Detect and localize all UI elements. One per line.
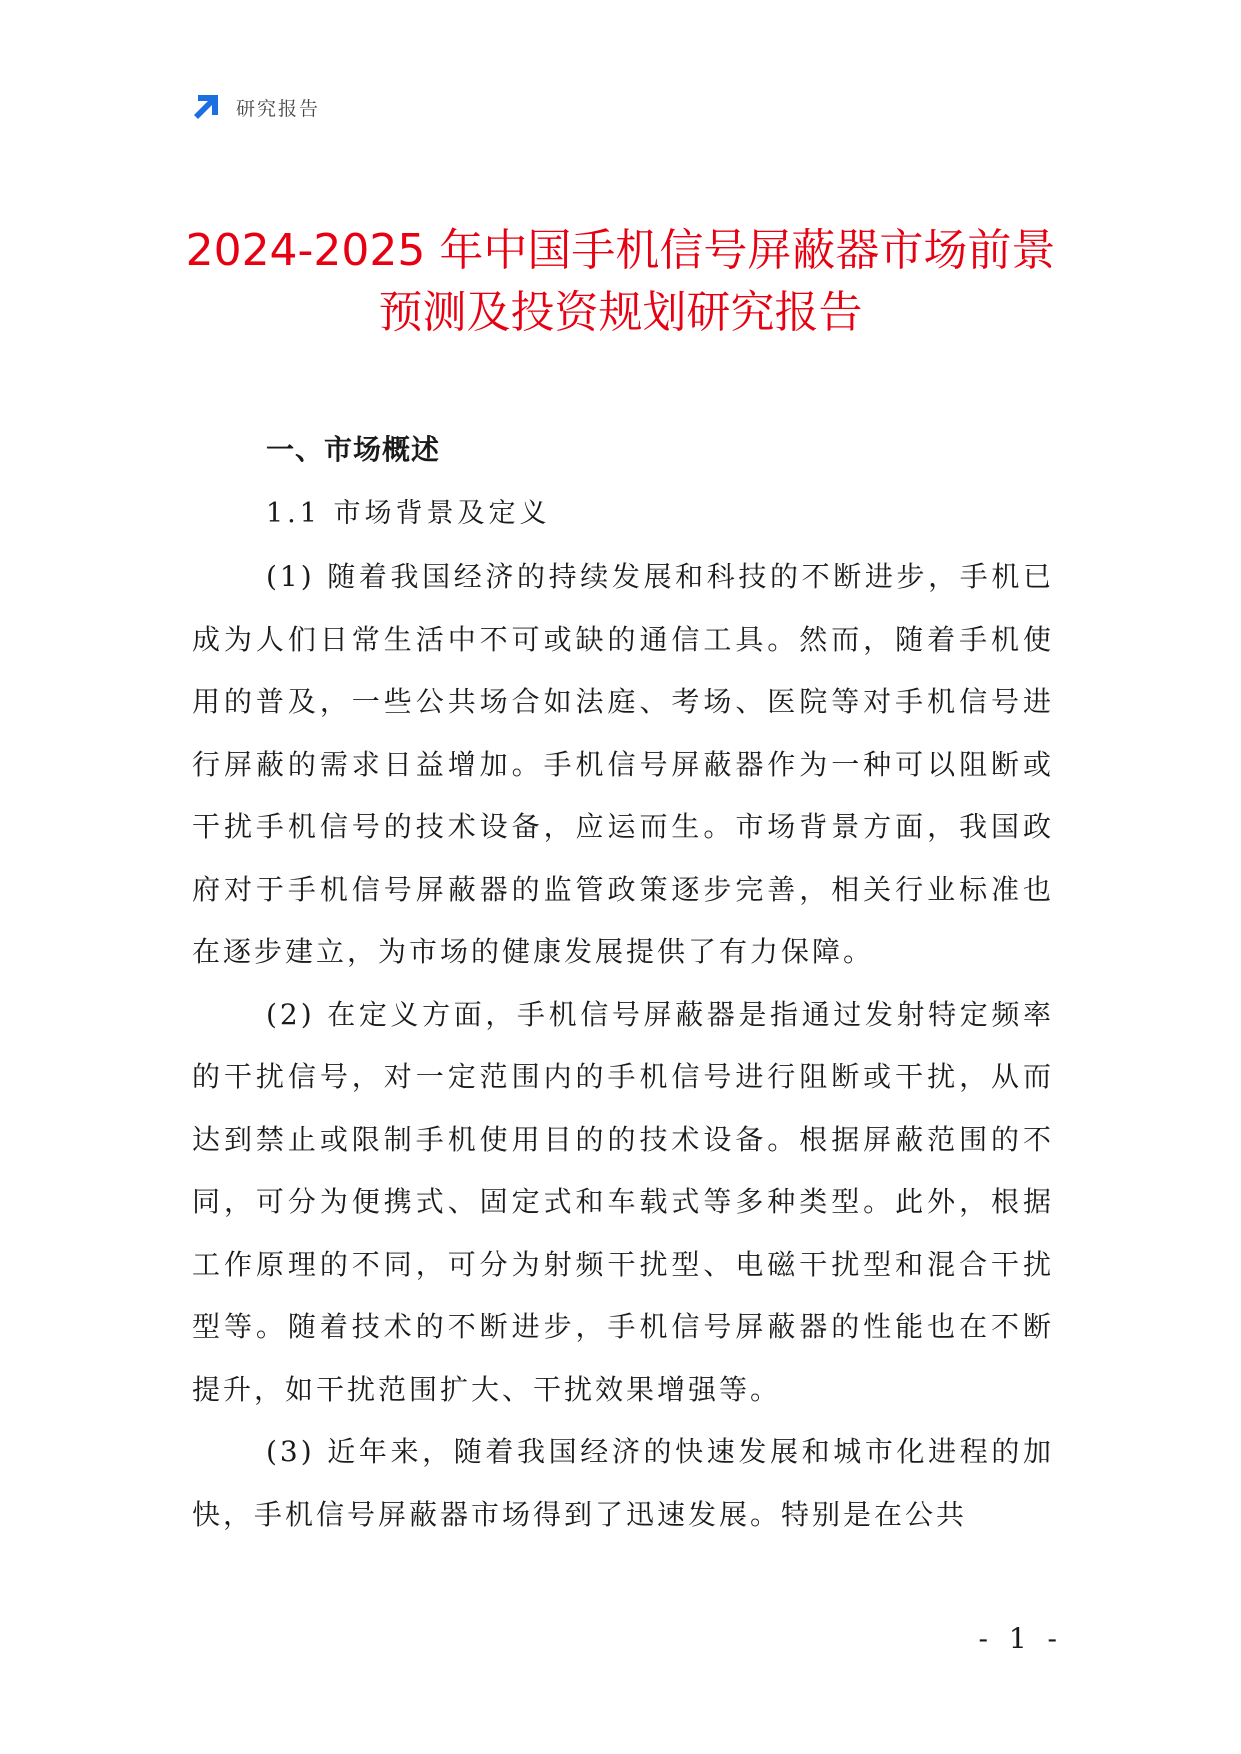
section-heading: 一、市场概述 (266, 433, 441, 466)
subsection-heading: 1.1 市场背景及定义 (266, 498, 551, 529)
paragraph-2: (2) 在定义方面，手机信号屏蔽器是指通过发射特定频率的干扰信号，对一定范围内的手机信号进行阻断或干扰，从而达到禁止或限制手机使用目的的技术设备。根据屏蔽范围的不同，可分为便携式、固定式和车载式等多种类型。此外，根据工作原理的不同，可分为射频干扰型、电磁干扰型和混合干扰型等。随着技术的不断进步，手机信号屏蔽器的性能也在不断提升，如干扰范围扩大、干扰效果增强等。 (192, 997, 1054, 1406)
report-title (150, 220, 1091, 344)
page-header (190, 90, 320, 124)
title-line-2: 预测及投资规划研究报告 (378, 287, 863, 338)
arrow-up-right-icon (190, 91, 222, 123)
header-label: 研究报告 (236, 97, 321, 120)
report-body (192, 418, 1054, 1546)
title-line-1: 2024-2025 年中国手机信号屏蔽器市场前景 (185, 225, 1056, 276)
page-number: - 1 - (978, 1622, 1063, 1655)
paragraph-1: (1) 随着我国经济的持续发展和科技的不断进步，手机已成为人们日常生活中不可或缺的通信工具。然而，随着手机使用的普及，一些公共场合如法庭、考场、医院等对手机信号进行屏蔽的需求日益增加。手机信号屏蔽器作为一种可以阻断或干扰手机信号的技术设备，应运而生。市场背景方面，我国政府对于手机信号屏蔽器的监管政策逐步完善，相关行业标准也在逐步建立，为市场的健康发展提供了有力保障。 (192, 560, 1054, 968)
paragraph-3: (3) 近年来，随着我国经济的快速发展和城市化进程的加快，手机信号屏蔽器市场得到了迅速发展。特别是在公共 (192, 1435, 1054, 1531)
